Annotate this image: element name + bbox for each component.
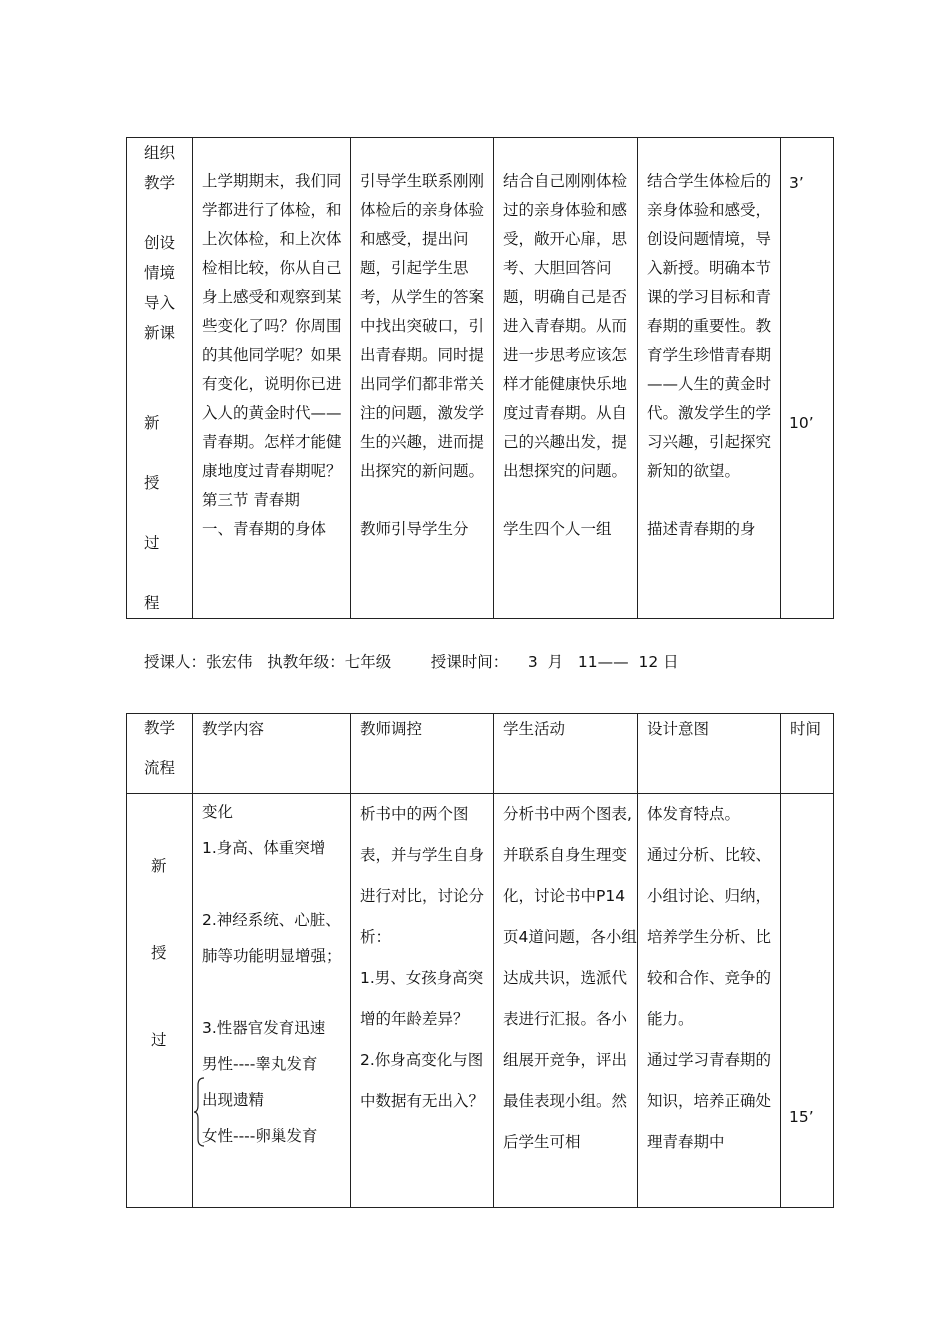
flow-cell: 组织 教学 创设 情境 导入 新课 新 授 过 程 xyxy=(127,138,193,619)
flow-cell: 新 授 过 xyxy=(127,794,193,1208)
teacher-cell: 析书中的两个图表，并与学生自身进行对比，讨论分析： 1.男、女孩身高突增的年龄差异？ 2.你身高变化与图中数据有无出入？ xyxy=(351,794,494,1208)
teacher-cell: 引导学生联系刚刚体检后的亲身体验和感受，提出问题，引起学生思考，从学生的答案中找出突破口，引出青春期。同时提出同学们都非常关注的问题，激发学生的兴趣，进而提出探究的新问题。 教师引导学生分 xyxy=(351,138,494,619)
header-student: 学生活动 xyxy=(494,714,638,794)
header-content: 教学内容 xyxy=(193,714,351,794)
student-cell: 分析书中两个图表,并联系自身生理变化，讨论书中P14页4道问题，各小组达成共识，选派代表进行汇报。各小组展开竞争，评出最佳表现小组。然后学生可相 xyxy=(494,794,638,1208)
design-cell: 体发育特点。 通过分析、比较、小组讨论、归纳，培养学生分析、比较和合作、竞争的能力。 通过学习青春期的知识，培养正确处理青春期中 xyxy=(638,794,781,1208)
content-cell: 变化 1.身高、体重突增 2.神经系统、心脏、肺等功能明显增强； 3.性器官发育迅速 男性----睾丸发育 出现遗精 女性----卵巢发育 xyxy=(193,794,351,1208)
time-cell: 3’ 10’ xyxy=(781,138,834,619)
lesson-info-line: 授课人：张宏伟 执教年级：七年级 授课时间： 3 月 11—— 12 日 xyxy=(144,653,679,671)
header-design: 设计意图 xyxy=(638,714,781,794)
time-cell: 15’ xyxy=(781,794,834,1208)
curly-brace-icon xyxy=(194,1077,206,1147)
header-teacher: 教师调控 xyxy=(351,714,494,794)
lesson-table-top xyxy=(126,137,834,619)
student-cell: 结合自己刚刚体检过的亲身体验和感受，敞开心扉，思考、大胆回答问题，明确自己是否进入青春期。从而进一步思考应该怎样才能健康快乐地度过青春期。从自己的兴趣出发，提出想探究的问题。 学生四个人一组 xyxy=(494,138,638,619)
header-flow: 教学 流程 xyxy=(127,714,193,794)
lesson-table-bottom xyxy=(126,713,834,1208)
header-time: 时间 xyxy=(781,714,834,794)
content-cell: 上学期期末，我们同学都进行了体检，和上次体检，和上次体检相比较，你从自己身上感受和观察到某些变化了吗？你周围的其他同学呢？如果有变化，说明你已进入人的黄金时代——青春期。怎样才能健康地度过青春期呢？ 第三节 青春期 一、青春期的身体 xyxy=(193,138,351,619)
design-cell: 结合学生体检后的亲身体验和感受，创设问题情境，导入新授。明确本节课的学习目标和青春期的重要性。教育学生珍惜青春期——人生的黄金时代。激发学生的学习兴趣，引起探究新知的欲望。 描述青春期的身 xyxy=(638,138,781,619)
